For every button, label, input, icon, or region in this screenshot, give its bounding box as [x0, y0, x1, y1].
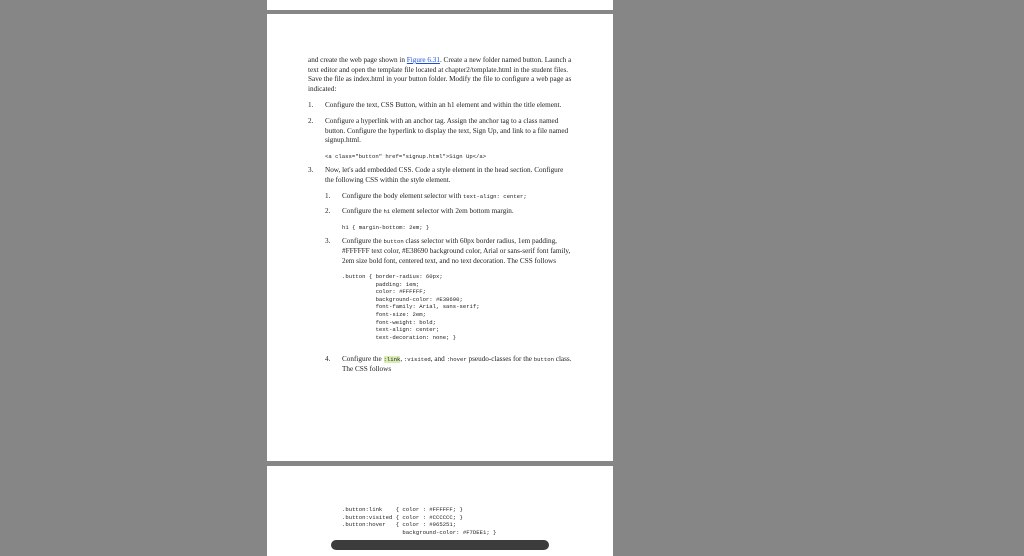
- step-item: [308, 101, 573, 111]
- substeps-list: [325, 192, 573, 375]
- substep-text: pseudo-classes for the: [466, 355, 534, 364]
- substep-text: Configure the: [342, 207, 384, 216]
- step-text: Now, let's add embedded CSS. Code a style element in the head section. Configure the following CSS within the style element.: [325, 166, 564, 184]
- intro-paragraph: [308, 56, 573, 94]
- step-number: 1.: [308, 101, 314, 110]
- inline-code: h1: [383, 208, 391, 216]
- horizontal-scrollbar[interactable]: [331, 540, 549, 550]
- substep-item: [325, 355, 573, 374]
- substep-number: 4.: [325, 355, 331, 364]
- inline-code: button: [533, 356, 554, 364]
- intro-text-start: and create the web page shown in: [308, 56, 407, 64]
- step-item: [308, 117, 573, 160]
- inline-code-highlighted: :link: [383, 356, 401, 364]
- substep-item: [325, 237, 573, 349]
- previous-page: [267, 0, 613, 10]
- inline-code: :visited: [403, 356, 431, 364]
- step-item: [308, 166, 573, 185]
- inline-code: :hover: [446, 356, 467, 364]
- substep-number: 3.: [325, 237, 331, 246]
- substep-text: Configure the: [342, 355, 384, 364]
- substep-text: Configure the: [342, 237, 384, 246]
- document-page: [267, 14, 613, 461]
- substep-number: 2.: [325, 207, 331, 216]
- step-number: 2.: [308, 116, 314, 125]
- step-text: Configure a hyperlink with an anchor tag. Assign the anchor tag to a class named button. Configure the hyperlink to display the text, Sign Up, and link to a file named signup.html.: [325, 116, 569, 145]
- substep-text: element selector with 2em bottom margin.: [390, 207, 514, 216]
- inline-code: button: [383, 238, 404, 246]
- pseudo-class-code-block: .button:link { color : #FFFFFF; } .button:visited { color : #CCCCCC; } .button:hover { color : #965251; background-color: #F7DEE1; }: [342, 506, 497, 536]
- step-text: Configure the text, CSS Button, within an h1 element and within the title element.: [325, 101, 562, 110]
- steps-list: [308, 101, 573, 185]
- page-content: [308, 56, 573, 381]
- intro-text-end: . Create a new folder named button. Launch a text editor and open the template file located at chapter2/template.html in the student files. Save the file as index.html in your button folder. Modify the file to configure a web page as indicated:: [308, 56, 572, 93]
- step-number: 3.: [308, 166, 314, 175]
- inline-code: text-align: center;: [462, 192, 527, 200]
- substep-number: 1.: [325, 191, 331, 200]
- substep-text: , and: [430, 355, 447, 364]
- substep-text: ,: [400, 355, 404, 364]
- code-snippet: h1 { margin-bottom: 2em; }: [342, 223, 430, 231]
- substep-text: class selector with 60px border radius, 1em padding, #FFFFFF text color, #E38690 background color, Arial or sans-serif font family, 2em size bold font, centered text, and no text decoration. The CSS follows: [342, 237, 571, 265]
- substep-text: Configure the body element selector with: [342, 191, 463, 200]
- step-code: <a class="button" href="signup.html">Sign Up</a>: [325, 152, 487, 160]
- substep-item: [325, 192, 573, 202]
- substep-item: [325, 207, 573, 231]
- figure-link[interactable]: Figure 6.31: [406, 56, 440, 64]
- substep-text: class. The CSS follows: [342, 355, 572, 374]
- css-code-block: .button { border-radius: 60px; padding: 1em; color: #FFFFFF; background-color: #E38690; font-family: Arial, sans-serif; font-size: 2em; font-weight: bold; text-align: center; text-decoration: none; }: [342, 273, 480, 341]
